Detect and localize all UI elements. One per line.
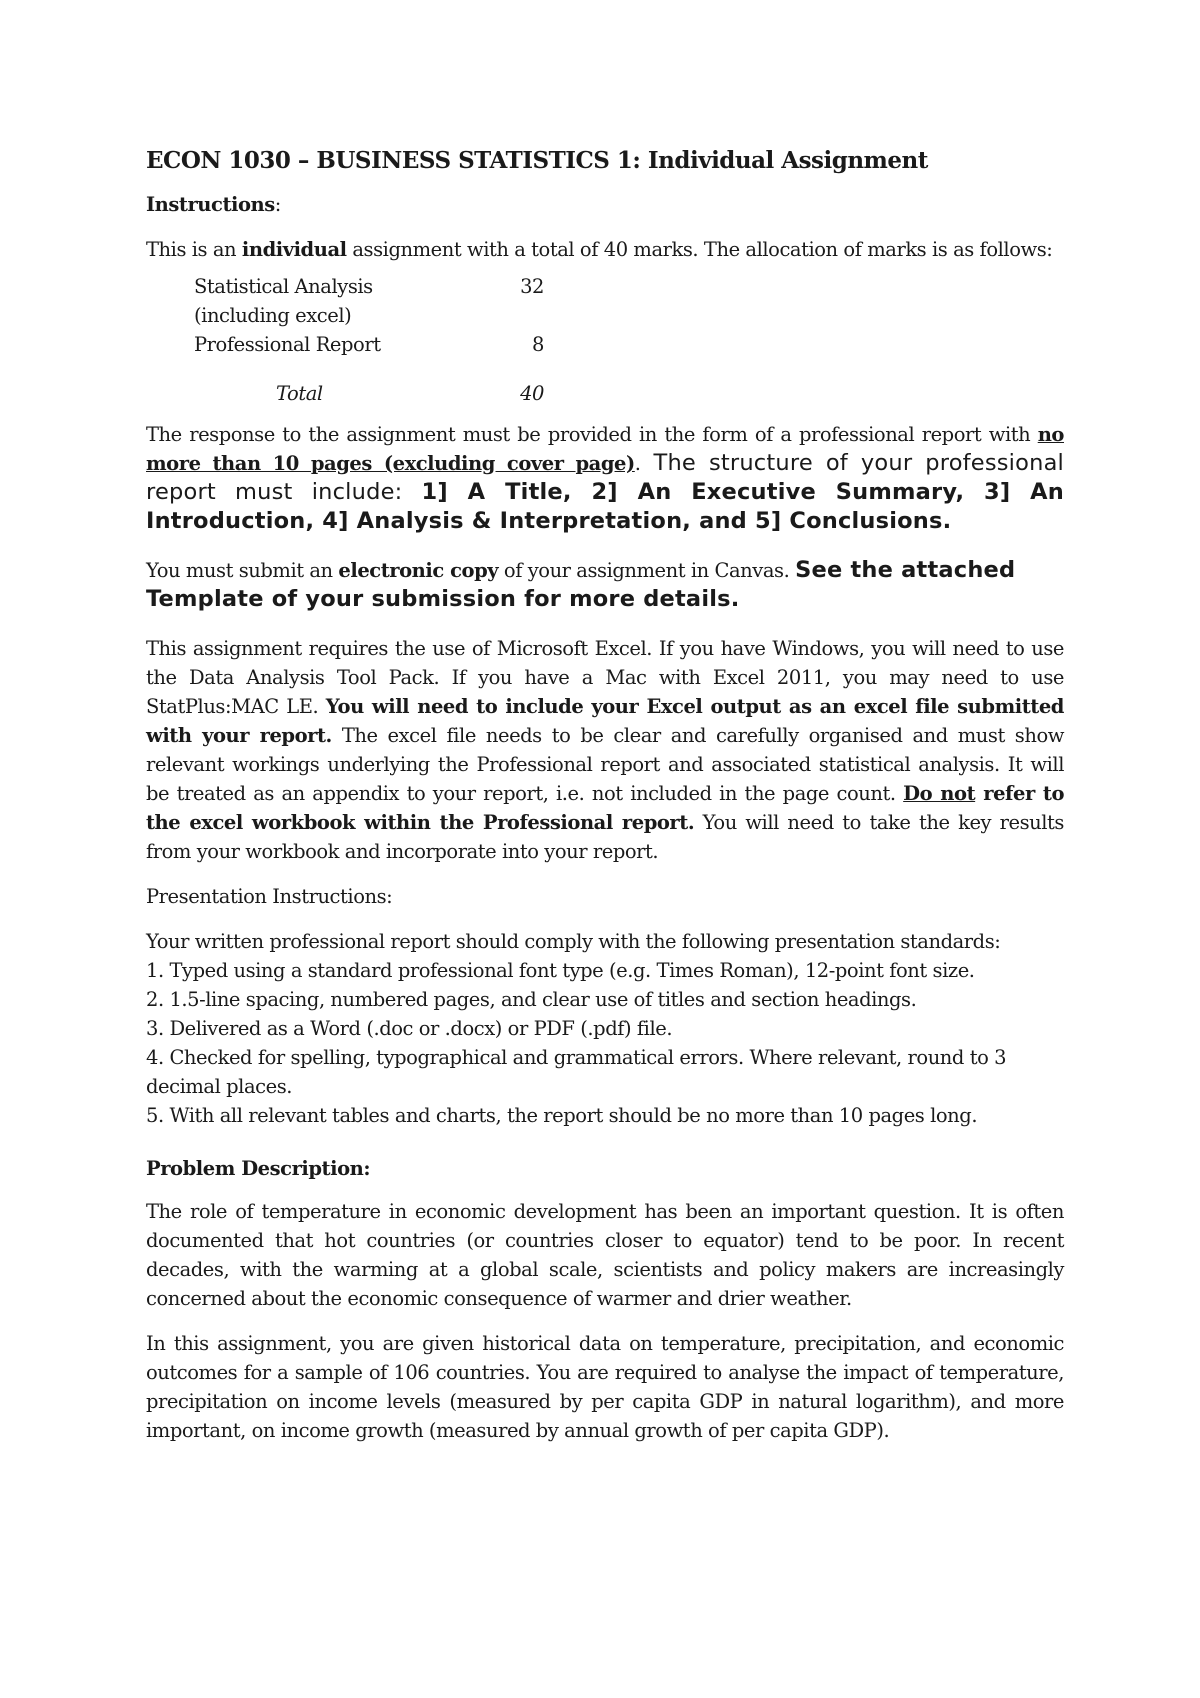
list-item: 1. Typed using a standard professional font type (e.g. Times Roman), 12-point font size.	[146, 959, 975, 982]
intro-paragraph	[146, 235, 1064, 264]
presentation-label: Presentation Instructions:	[146, 885, 393, 908]
page-title: ECON 1030 – BUSINESS STATISTICS 1: Individual Assignment	[146, 147, 928, 174]
response-text-2: .	[634, 452, 641, 475]
marks-table	[194, 272, 1064, 408]
marks-label: (including excel)	[194, 304, 352, 327]
marks-row	[194, 272, 1064, 301]
intro-text-1: This is an	[146, 238, 242, 261]
marks-row	[194, 301, 1064, 330]
submit-text-2: of your assignment in Canvas.	[498, 559, 796, 582]
instructions-label: Instructions	[146, 193, 275, 216]
submit-paragraph	[146, 556, 1064, 614]
marks-value	[504, 301, 544, 330]
marks-label: Professional Report	[194, 333, 381, 356]
problem-paragraph-1: The role of temperature in economic development has been an important question. It is often documented that hot countries (or countries closer to equator) tend to be poor. In recent decades, with the warming at a global scale, scientists and policy makers are increasingly concerned about the economic consequence of warmer and drier weather.	[146, 1200, 1064, 1310]
marks-total-label: Total	[276, 382, 323, 405]
response-structure-text: The structure of your professional report must include:	[146, 450, 1065, 505]
marks-total-value: 40	[520, 382, 544, 405]
problem-heading: Problem Description:	[146, 1157, 371, 1180]
problem-paragraph-2: In this assignment, you are given historical data on temperature, precipitation, and economic outcomes for a sample of 106 countries. You are required to analyse the impact of temperature, precipitation on income levels (measured by per capita GDP in natural logarithm), and more important, on income growth (measured by annual growth of per capita GDP).	[146, 1332, 1064, 1442]
intro-bold: individual	[241, 238, 347, 261]
marks-row	[194, 330, 1064, 359]
marks-value: 32	[520, 275, 544, 298]
excel-bold-2: refer to the excel workbook within the Professional report.	[146, 782, 1065, 834]
excel-do-not: Do not	[903, 782, 976, 805]
response-paragraph	[146, 420, 1064, 536]
marks-label: Statistical Analysis	[194, 275, 373, 298]
marks-total-row	[194, 379, 1064, 408]
list-item: 4. Checked for spelling, typographical and grammatical errors. Where relevant, round to 3 decimal places.	[146, 1046, 1007, 1098]
submit-text-1: You must submit an	[146, 559, 339, 582]
presentation-list	[146, 927, 1064, 1130]
list-item: 3. Delivered as a Word (.doc or .docx) or PDF (.pdf) file.	[146, 1017, 673, 1040]
response-structure-list: 1] A Title, 2] An Executive Summary, 3] An Introduction, 4] Analysis & Interpretation, and 5] Conclusions.	[146, 479, 1064, 534]
submit-bold: electronic copy	[338, 559, 499, 582]
response-page-limit: no more than 10 pages (excluding cover page)	[146, 423, 1064, 475]
intro-text-2: assignment with a total of 40 marks. The allocation of marks is as follows:	[346, 238, 1053, 261]
instructions-heading: Instructions:	[146, 193, 281, 216]
list-item: 2. 1.5-line spacing, numbered pages, and clear use of titles and section headings.	[146, 988, 917, 1011]
response-text-1: The response to the assignment must be provided in the form of a professional report with	[146, 423, 1038, 446]
excel-text-1: This assignment requires the use of Microsoft Excel. If you have Windows, you will need to use the Data Analysis Tool Pack. If you have a Mac with Excel 2011, you may need to use StatPlus:MAC LE.	[146, 637, 1064, 718]
excel-paragraph	[146, 634, 1064, 866]
excel-text-2: The excel file needs to be clear and carefully organised and must show relevant workings underlying the Professional report and associated statistical analysis. It will be treated as an appendix to your report, i.e. not included in the page count.	[146, 724, 1064, 805]
submit-template-note: See the attached Template of your submission for more details.	[146, 557, 1016, 612]
presentation-intro: Your written professional report should comply with the following presentation standards:	[146, 930, 1001, 953]
list-item: 5. With all relevant tables and charts, the report should be no more than 10 pages long.	[146, 1104, 978, 1127]
excel-text-3: You will need to take the key results from your workbook and incorporate into your report.	[146, 811, 1064, 863]
document-page	[146, 146, 1064, 1461]
excel-bold-1: You will need to include your Excel output as an excel file submitted with your report.	[146, 695, 1064, 747]
marks-value: 8	[532, 333, 544, 356]
